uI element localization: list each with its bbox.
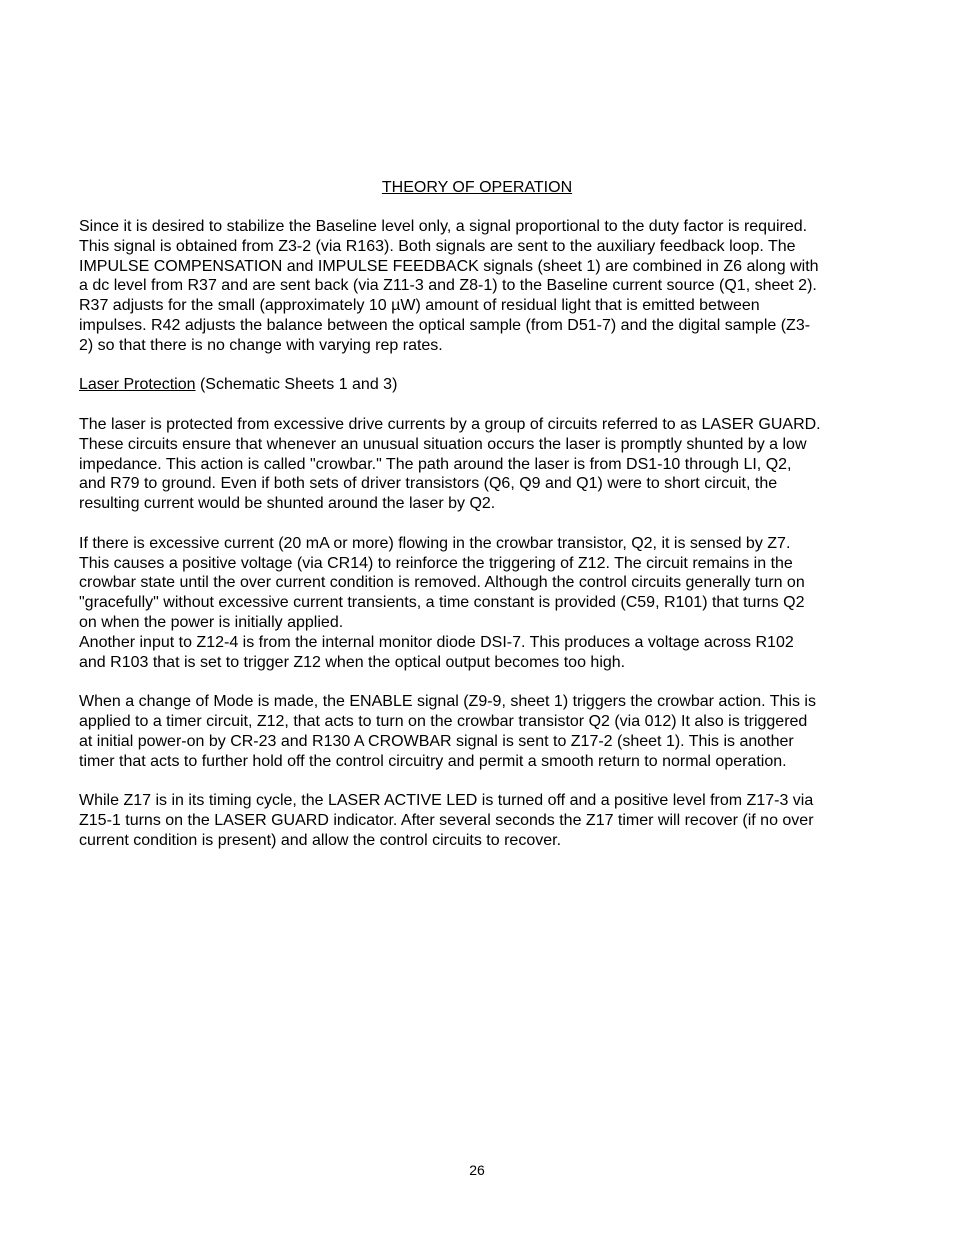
text-line: While Z17 is in its timing cycle, the LASER ACTIVE LED is turned off and a positive level from Z17-3 via	[79, 792, 814, 810]
text-line: impedance. This action is called "crowbar." The path around the laser is from DS1-10 through LI, Q2,	[79, 455, 792, 473]
text-line: impulses. R42 adjusts the balance between the optical sample (from D51-7) and the digital sample (Z3-	[79, 316, 811, 334]
text-line: These circuits ensure that whenever an unusual situation occurs the laser is promptly shunted by a low	[79, 435, 807, 453]
text-line: 2) so that there is no change with varying rep rates.	[79, 336, 443, 354]
text-line: on when the power is initially applied.	[79, 613, 344, 631]
text-line: IMPULSE COMPENSATION and IMPULSE FEEDBACK signals (sheet 1) are combined in Z6 along with	[79, 257, 819, 275]
page-title	[0, 178, 954, 198]
paragraph-spacer	[79, 514, 879, 534]
text-line: at initial power-on by CR-23 and R130 A CROWBAR signal is sent to Z17-2 (sheet 1). This is another	[79, 732, 794, 750]
paragraph-spacer	[79, 395, 879, 415]
page-number: 26	[469, 1162, 485, 1178]
section-heading-note: (Schematic Sheets 1 and 3)	[195, 376, 398, 394]
text-line: Z15-1 turns on the LASER GUARD indicator. After several seconds the Z17 timer will recover (if no over	[79, 811, 814, 829]
paragraph-spacer	[79, 672, 879, 692]
text-line: applied to a timer circuit, Z12, that acts to turn on the crowbar transistor Q2 (via 012) It also is triggered	[79, 712, 808, 730]
section-heading-text: Laser Protection	[79, 376, 196, 394]
text-line: a dc level from R37 and are sent back (via Z11-3 and Z8-1) to the Baseline current source (Q1, sheet 2).	[79, 277, 817, 295]
paragraph-excessive-current	[79, 534, 879, 673]
text-line: R37 adjusts for the small (approximately 10 µW) amount of residual light that is emitted between	[79, 297, 760, 315]
text-line: crowbar state until the over current condition is removed. Although the control circuits generally turn on	[79, 574, 805, 592]
text-line: This causes a positive voltage (via CR14) to reinforce the triggering of Z12. The circuit remains in the	[79, 554, 793, 572]
page-title-text: THEORY OF OPERATION	[381, 179, 573, 196]
paragraph-baseline-stabilization	[79, 217, 879, 356]
text-line: resulting current would be shunted around the laser by Q2.	[79, 495, 496, 513]
text-line: Since it is desired to stabilize the Baseline level only, a signal proportional to the duty factor is required.	[79, 218, 808, 235]
paragraph-laser-guard	[79, 415, 879, 514]
paragraph-spacer	[79, 771, 879, 791]
text-line: timer that acts to further hold off the control circuitry and permit a smooth return to normal operation.	[79, 752, 787, 770]
text-line: When a change of Mode is made, the ENABLE signal (Z9-9, sheet 1) triggers the crowbar action. This is	[79, 693, 816, 711]
text-line: If there is excessive current (20 mA or more) flowing in the crowbar transistor, Q2, it is sensed by Z7.	[79, 534, 791, 552]
text-line: and R103 that is set to trigger Z12 when the optical output becomes too high.	[79, 653, 626, 671]
text-line: and R79 to ground. Even if both sets of driver transistors (Q6, Q9 and Q1) were to short circuit, the	[79, 475, 778, 493]
text-line: Another input to Z12-4 is from the internal monitor diode DSI-7. This produces a voltage across R102	[79, 633, 794, 651]
section-heading-laser-protection	[79, 375, 879, 395]
paragraph-spacer	[79, 356, 879, 376]
paragraph-timing-cycle	[79, 791, 879, 850]
paragraph-mode-change	[79, 692, 879, 771]
document-body	[79, 217, 879, 851]
text-line: "gracefully" without excessive current transients, a time constant is provided (C59, R101) that turns Q2	[79, 594, 805, 612]
text-line: current condition is present) and allow the control circuits to recover.	[79, 831, 562, 849]
text-line: This signal is obtained from Z3-2 (via R163). Both signals are sent to the auxiliary feedback loop. The	[79, 237, 796, 255]
text-line: The laser is protected from excessive drive currents by a group of circuits referred to as LASER GUARD.	[79, 415, 821, 433]
